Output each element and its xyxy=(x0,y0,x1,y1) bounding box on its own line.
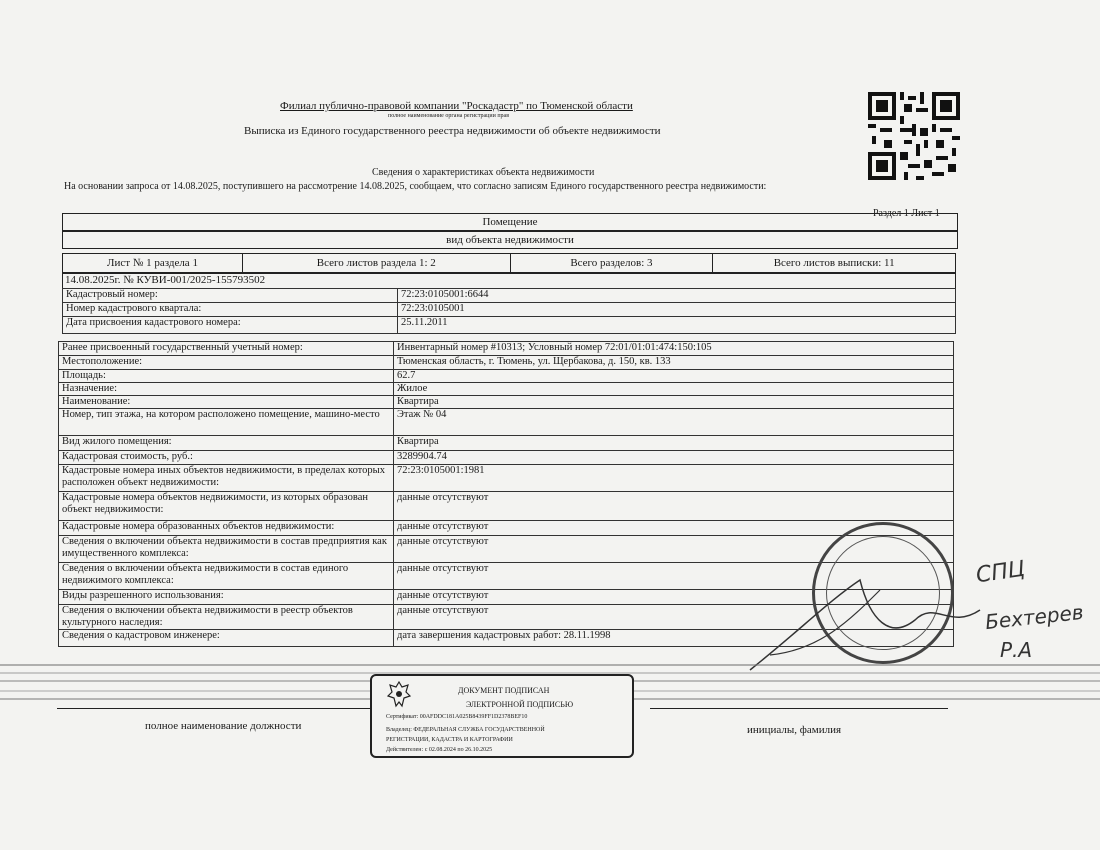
emblem-icon xyxy=(386,680,412,708)
table-row xyxy=(59,536,954,563)
field-label: Местоположение: xyxy=(59,356,394,370)
certificate-owner-line2: РЕГИСТРАЦИИ, КАДАСТРА И КАРТОГРАФИИ xyxy=(386,737,513,743)
signature-icon xyxy=(740,560,1000,680)
handwritten-note: СПЦ xyxy=(974,556,1027,589)
field-label: Кадастровая стоимость, руб.: xyxy=(59,451,394,465)
field-label: Назначение: xyxy=(59,383,394,396)
table-row xyxy=(59,383,954,396)
certificate-number: Сертификат: 00AFDDC181A025B8439FF1D2378BEF10 xyxy=(386,714,528,720)
field-value: данные отсутствуют xyxy=(394,563,954,590)
field-label: Кадастровый номер: xyxy=(63,289,398,303)
table-row xyxy=(63,303,956,317)
position-caption: полное наименование должности xyxy=(145,720,302,732)
handwritten-note: Бехтерев xyxy=(984,599,1085,635)
table-row xyxy=(63,317,956,334)
field-label: Сведения о включении объекта недвижимости в реестр объектов культурного наследия: xyxy=(59,605,394,630)
section-title: Сведения о характеристиках объекта недвижимости xyxy=(372,167,595,178)
field-label: Номер, тип этажа, на котором расположено помещение, машино-место xyxy=(59,409,394,436)
field-value: данные отсутствуют xyxy=(394,590,954,605)
field-value: 25.11.2011 xyxy=(398,317,956,334)
field-value: данные отсутствуют xyxy=(394,492,954,521)
field-value: данные отсутствуют xyxy=(394,536,954,563)
signed-title: ДОКУМЕНТ ПОДПИСАН xyxy=(458,686,550,695)
field-label: Кадастровые номера иных объектов недвижимости, в пределах которых расположен объект недвижимости: xyxy=(59,465,394,492)
field-value: данные отсутствуют xyxy=(394,521,954,536)
field-label: Виды разрешенного использования: xyxy=(59,590,394,605)
field-label: Кадастровые номера образованных объектов недвижимости: xyxy=(59,521,394,536)
document-title: Выписка из Единого государственного реестра недвижимости об объекте недвижимости xyxy=(244,125,661,137)
field-value: 3289904.74 xyxy=(394,451,954,465)
table-row xyxy=(59,436,954,451)
field-label: Сведения о включении объекта недвижимости в состав единого недвижимого комплекса: xyxy=(59,563,394,590)
field-label: Сведения о включении объекта недвижимости в состав предприятия как имущественного комплекса: xyxy=(59,536,394,563)
section-sheet-count: Всего листов раздела 1: 2 xyxy=(243,254,511,272)
section-count: Всего разделов: 3 xyxy=(511,254,714,272)
table-row xyxy=(63,289,956,303)
table-row xyxy=(59,356,954,370)
table-row xyxy=(59,409,954,436)
electronic-signature-stamp xyxy=(370,674,634,758)
field-value: 72:23:0105001 xyxy=(398,303,956,317)
part-label: Раздел 1 Лист 1 xyxy=(873,208,940,219)
field-label: Площадь: xyxy=(59,370,394,383)
field-value: Тюменская область, г. Тюмень, ул. Щербакова, д. 150, кв. 133 xyxy=(394,356,954,370)
field-value: Этаж № 04 xyxy=(394,409,954,436)
table-row xyxy=(59,370,954,383)
certificate-validity: Действителен: с 02.08.2024 по 26.10.2025 xyxy=(386,747,493,753)
field-value: 72:23:0105001:6644 xyxy=(398,289,956,303)
field-value: Квартира xyxy=(394,396,954,409)
sheets-row xyxy=(62,253,956,273)
field-value: Квартира xyxy=(394,436,954,451)
name-caption: инициалы, фамилия xyxy=(747,724,842,736)
field-label: Номер кадастрового квартала: xyxy=(63,303,398,317)
organization-caption: полное наименование органа регистрации прав xyxy=(388,113,510,119)
table-row xyxy=(59,465,954,492)
object-type-caption: вид объекта недвижимости xyxy=(62,231,958,249)
field-label: Дата присвоения кадастрового номера: xyxy=(63,317,398,334)
field-value: Инвентарный номер #10313; Условный номер 72:01/01:01:474:150:105 xyxy=(394,342,954,356)
field-value: Жилое xyxy=(394,383,954,396)
field-value: 72:23:0105001:1981 xyxy=(394,465,954,492)
field-label: Наименование: xyxy=(59,396,394,409)
qr-code-icon xyxy=(868,92,960,180)
field-label: Кадастровые номера объектов недвижимости, из которых образован объект недвижимости: xyxy=(59,492,394,521)
sheet-number: Лист № 1 раздела 1 xyxy=(63,254,243,272)
table-row xyxy=(59,451,954,465)
record-number: 14.08.2025г. № КУВИ-001/2025-155793502 xyxy=(62,273,956,288)
extract-sheet-count: Всего листов выписки: 11 xyxy=(773,257,895,269)
request-basis: На основании запроса от 14.08.2025, поступившего на рассмотрение 14.08.2025, сообщаем, что согласно записям Единого государственного реестра недвижимости: xyxy=(64,181,767,192)
signed-subtitle: ЭЛЕКТРОННОЙ ПОДПИСЬЮ xyxy=(466,700,574,709)
handwritten-note: Р.А xyxy=(1000,638,1033,662)
field-label: Вид жилого помещения: xyxy=(59,436,394,451)
field-value: 62.7 xyxy=(394,370,954,383)
field-label: Ранее присвоенный государственный учетный номер: xyxy=(59,342,394,356)
object-type: Помещение xyxy=(62,213,958,231)
field-label: Сведения о кадастровом инженере: xyxy=(59,630,394,647)
organization-name: Филиал публично-правовой компании "Роскадастр" по Тюменской области xyxy=(280,100,633,112)
table-row xyxy=(59,342,954,356)
field-value: дата завершения кадастровых работ: 28.11.1998 xyxy=(394,630,954,647)
table-row xyxy=(59,492,954,521)
field-value: данные отсутствуют xyxy=(394,605,954,630)
certificate-owner: Владелец: ФЕДЕРАЛЬНАЯ СЛУЖБА ГОСУДАРСТВЕННОЙ xyxy=(386,727,545,733)
table-row xyxy=(59,521,954,536)
table-row xyxy=(59,396,954,409)
cadastral-table xyxy=(62,288,956,334)
